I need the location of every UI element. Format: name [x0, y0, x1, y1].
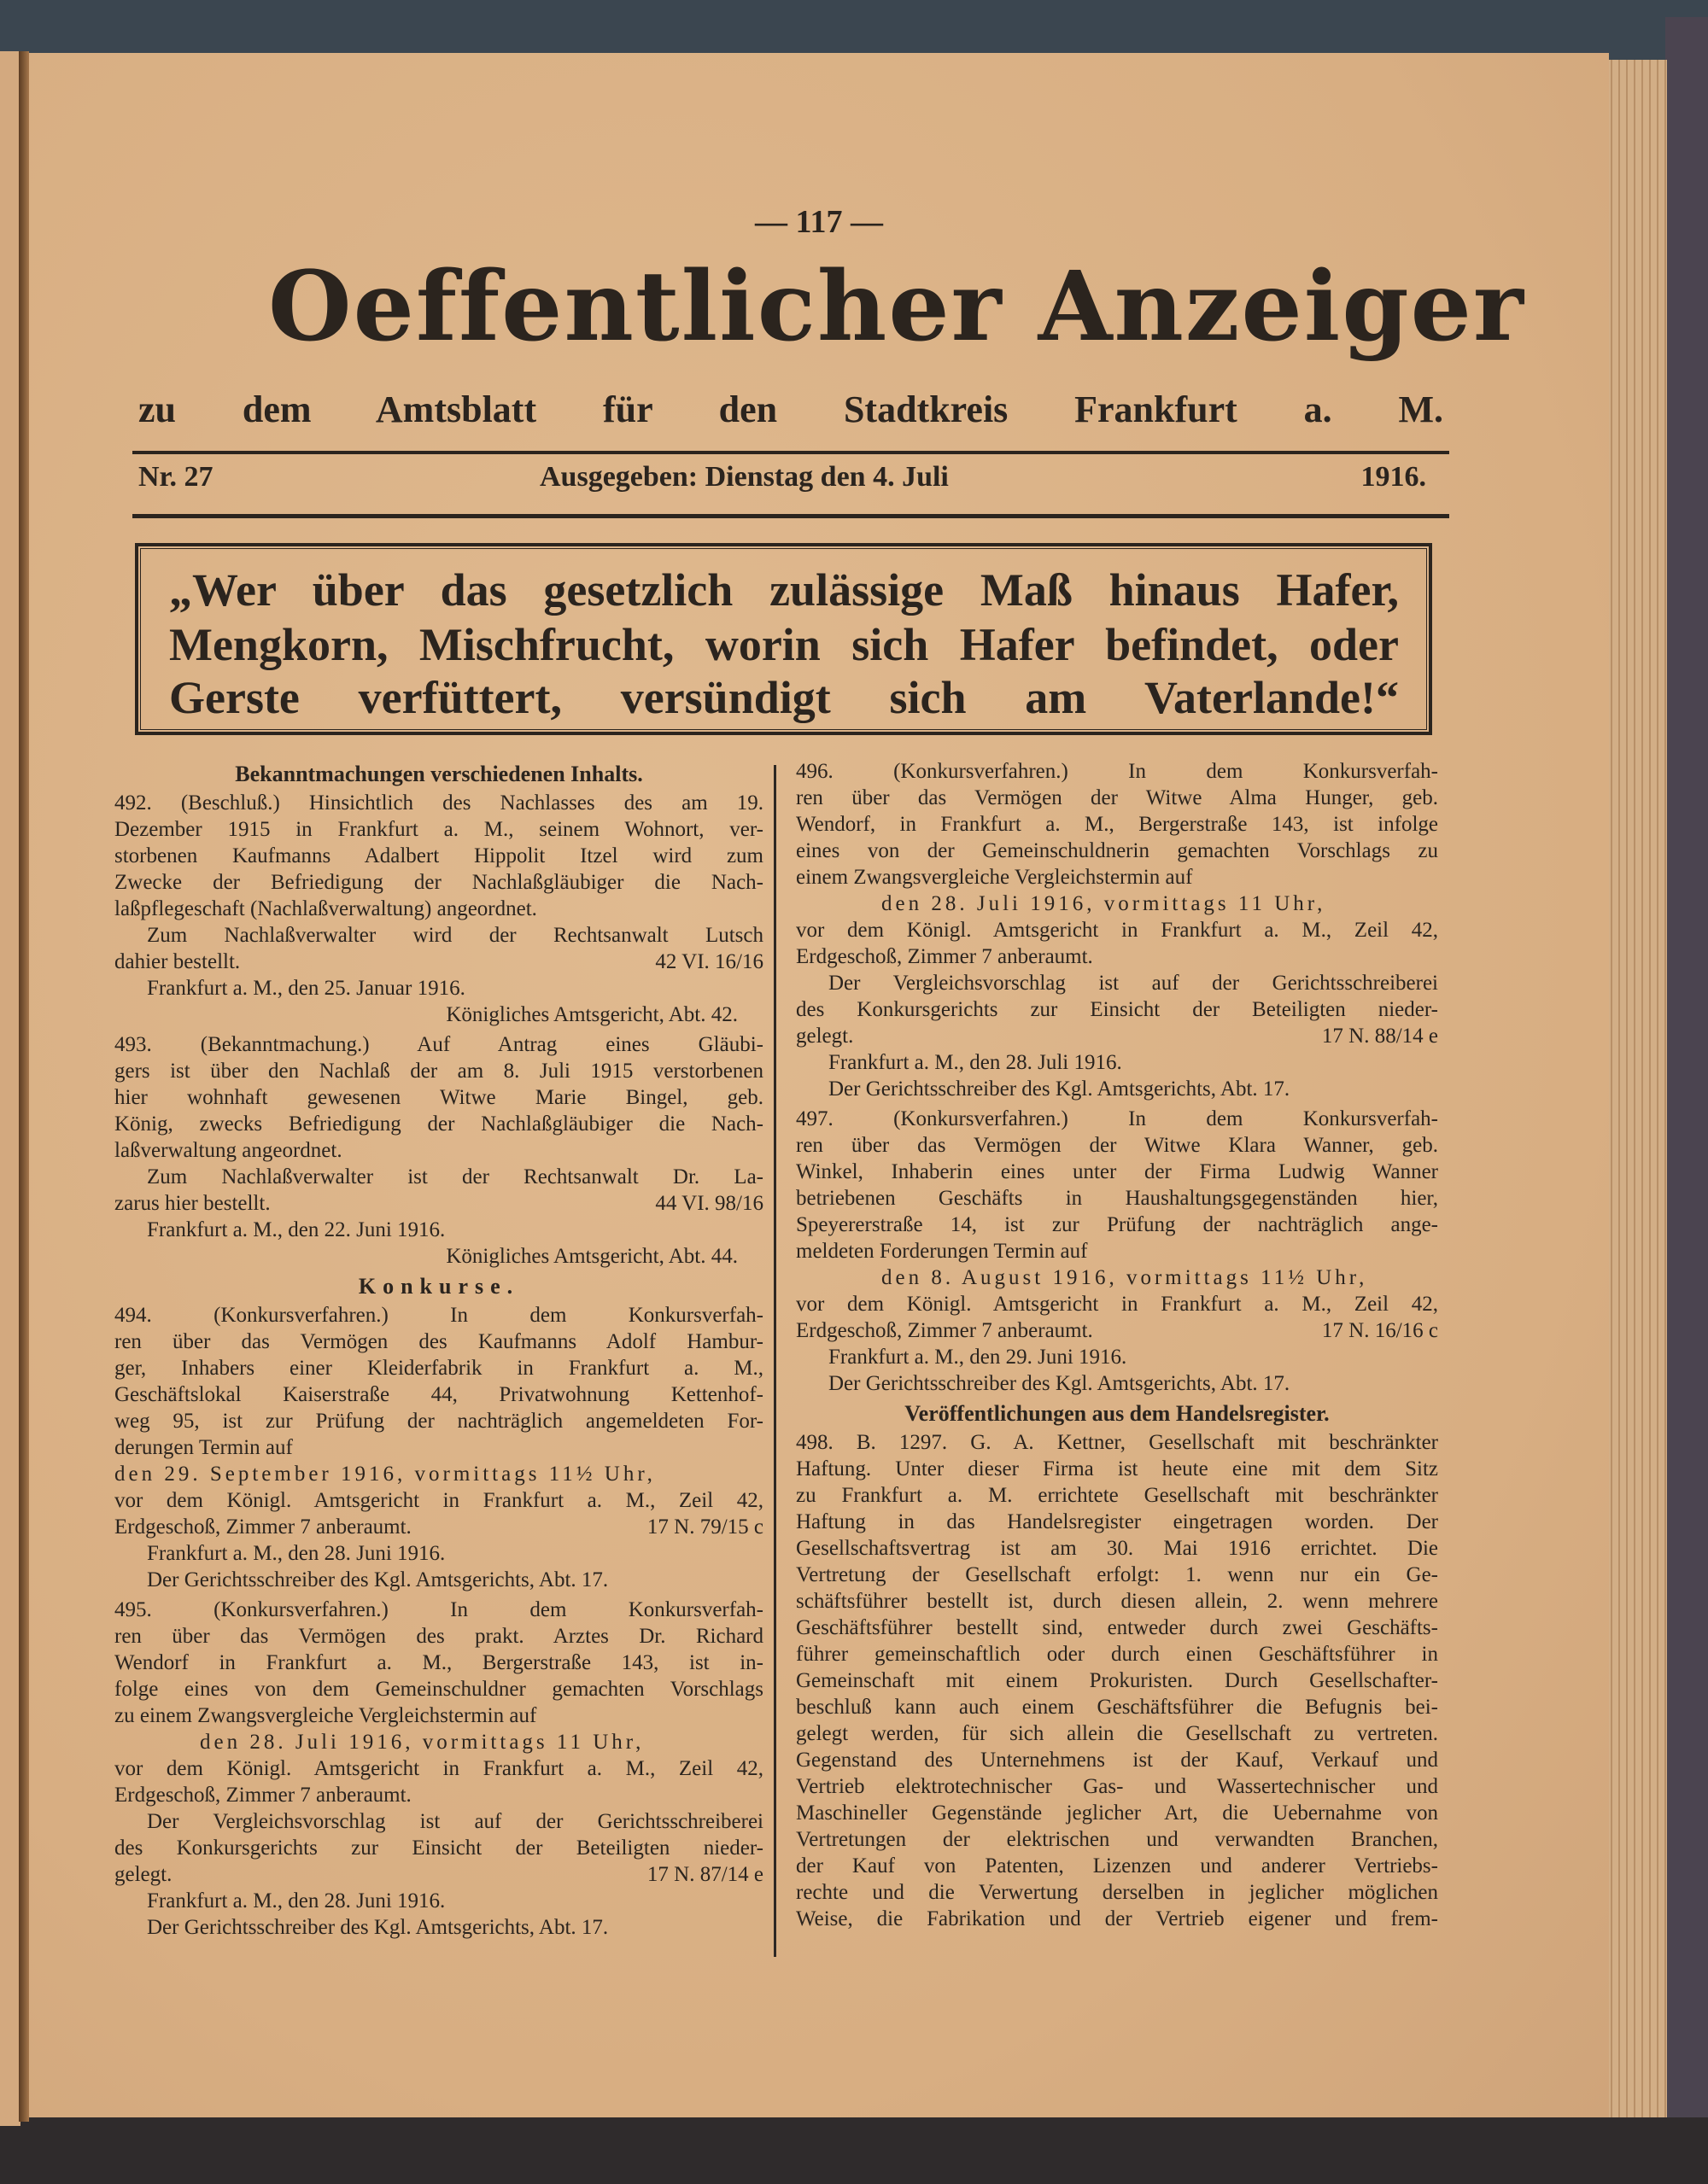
line-text: den 28. Juli 1916, vormittags 11 Uhr,	[200, 1731, 645, 1754]
line-text: Gegenstand des Unternehmens ist der Kauf, Verkauf und	[796, 1749, 1438, 1772]
file-reference: 17 N. 87/14 e	[646, 1863, 763, 1886]
line-text: weg 95, ist zur Prüfung der nachträglich angemeldeten For-	[114, 1410, 763, 1433]
text-line	[114, 1084, 763, 1111]
text-line	[114, 1514, 763, 1540]
line-text: dahier bestellt.	[114, 950, 241, 973]
notice-entry	[114, 1597, 763, 1941]
line-text: führer gemeinschaftlich oder durch einen Geschäftsführer in	[796, 1643, 1438, 1666]
text-line	[114, 1137, 763, 1164]
line-text: König, zwecks Befriedigung der Nachlaßgläubiger die Nach-	[114, 1112, 763, 1136]
line-text: Königliches Amtsgericht, Abt. 42.	[446, 1003, 738, 1026]
line-text: zu Frankfurt a. M. errichtete Gesellschaft mit beschränkter	[796, 1484, 1438, 1507]
line-text: ger, Inhabers einer Kleiderfabrik in Frankfurt a. M.,	[114, 1357, 763, 1380]
line-text: Zum Nachlaßverwalter wird der Rechtsanwalt Lutsch	[147, 924, 763, 947]
line-text: Der Gerichtsschreiber des Kgl. Amtsgerichts, Abt. 17.	[147, 1916, 609, 1939]
line-text: Vertretung der Gesellschaft erfolgt: 1. wenn nur ein Ge-	[796, 1563, 1438, 1586]
text-line	[796, 1667, 1438, 1694]
line-text: des Konkursgerichts zur Einsicht der Beteiligten nieder-	[114, 1837, 763, 1860]
line-text: den 29. September 1916, vormittags 11½ Uhr,	[114, 1463, 656, 1486]
line-text: Frankfurt a. M., den 28. Juni 1916.	[147, 1542, 446, 1565]
section-heading: Veröffentlichungen aus dem Handelsregister.	[904, 1401, 1330, 1426]
line-text: Der Vergleichsvorschlag ist auf der Gerichtsschreiberei	[147, 1810, 763, 1833]
text-line	[114, 1302, 763, 1329]
file-reference: 17 N. 16/16 c	[1321, 1319, 1438, 1342]
line-text: Frankfurt a. M., den 29. Juni 1916.	[828, 1346, 1127, 1369]
text-line	[114, 1329, 763, 1355]
line-text: einem Zwangsvergleiche Vergleichstermin auf	[796, 866, 1193, 889]
text-line	[114, 1702, 763, 1729]
line-text: ren über das Vermögen der Witwe Klara Wanner, geb.	[796, 1134, 1438, 1157]
line-text: Wendorf in Frankfurt a. M., Bergerstraße 143, ist in-	[114, 1651, 763, 1674]
text-line	[796, 1317, 1438, 1344]
text-line	[114, 816, 763, 843]
text-line	[114, 1111, 763, 1137]
column-divider	[774, 765, 776, 1957]
text-line	[114, 1914, 763, 1941]
line-text: vor dem Königl. Amtsgericht in Frankfurt a. M., Zeil 42,	[114, 1757, 763, 1780]
text-line	[796, 1588, 1438, 1615]
text-line	[114, 1567, 763, 1593]
text-line	[796, 1826, 1438, 1853]
file-reference: 17 N. 88/14 e	[1321, 1025, 1438, 1048]
text-line	[114, 1164, 763, 1190]
text-line	[796, 1482, 1438, 1509]
text-line	[796, 1106, 1438, 1132]
masthead-title: Oeffentlicher Anzeiger	[268, 251, 1525, 363]
text-line	[796, 1800, 1438, 1826]
text-line	[796, 1456, 1438, 1482]
text-line	[796, 1429, 1438, 1456]
text-line	[796, 785, 1438, 811]
text-line	[114, 1835, 763, 1861]
text-line	[114, 975, 763, 1001]
line-text: ren über das Vermögen der Witwe Alma Hunger, geb.	[796, 786, 1438, 809]
notice-entry	[796, 1429, 1438, 1932]
text-line	[114, 1729, 763, 1755]
text-line	[114, 1540, 763, 1567]
text-line	[796, 1615, 1438, 1641]
text-line	[796, 1370, 1438, 1397]
text-line	[796, 970, 1438, 996]
line-text: den 8. August 1916, vormittags 11½ Uhr,	[881, 1266, 1368, 1289]
text-line	[114, 1001, 763, 1028]
line-text: Frankfurt a. M., den 25. Januar 1916.	[147, 977, 465, 1000]
text-line	[796, 1641, 1438, 1667]
line-text: Erdgeschoß, Zimmer 7 anberaumt.	[114, 1515, 412, 1539]
line-text: laßverwaltung angeordnet.	[114, 1139, 342, 1162]
quote-line: „Wer über das gesetzlich zulässige Maß hinaus Hafer,	[169, 564, 1399, 616]
left-column	[114, 758, 763, 1944]
text-line	[796, 1132, 1438, 1159]
text-line	[114, 949, 763, 975]
file-reference: 42 VI. 16/16	[655, 950, 763, 973]
text-line	[796, 1212, 1438, 1238]
quote-line: Mengkorn, Mischfrucht, worin sich Hafer befindet, oder	[169, 619, 1399, 670]
line-text: Gesellschaftsvertrag ist am 30. Mai 1916 errichtet. Die	[796, 1537, 1438, 1560]
line-text: folge eines von dem Gemeinschuldner gemachten Vorschlags	[114, 1678, 763, 1701]
line-text: Geschäftslokal Kaiserstraße 44, Privatwohnung Kettenhof-	[114, 1383, 763, 1406]
text-line	[796, 1906, 1438, 1932]
section-heading: Konkurse.	[358, 1274, 520, 1299]
text-line	[114, 1461, 763, 1487]
text-line	[796, 996, 1438, 1023]
text-line	[796, 1185, 1438, 1212]
text-line	[796, 917, 1438, 943]
file-reference: 17 N. 79/15 c	[646, 1515, 763, 1539]
line-text: Speyererstraße 14, ist zur Prüfung der nachträglich ange-	[796, 1213, 1438, 1236]
line-text: gelegt.	[114, 1863, 173, 1886]
text-line	[796, 1264, 1438, 1291]
line-text: gelegt.	[796, 1025, 854, 1048]
header-rule-top	[132, 451, 1449, 454]
line-text: Wendorf, in Frankfurt a. M., Bergerstraße 143, ist infolge	[796, 813, 1438, 836]
line-text: den 28. Juli 1916, vormittags 11 Uhr,	[881, 892, 1326, 915]
text-line	[796, 758, 1438, 785]
previous-page-edge	[0, 51, 20, 2126]
text-line	[796, 1535, 1438, 1562]
line-text: derungen Termin auf	[114, 1436, 293, 1459]
line-text: Der Gerichtsschreiber des Kgl. Amtsgerichts, Abt. 17.	[147, 1568, 609, 1591]
text-line	[114, 1888, 763, 1914]
line-text: betriebenen Geschäfts in Haushaltungsgegenständen hier,	[796, 1187, 1438, 1210]
line-text: Haftung. Unter dieser Firma ist heute eine mit dem Sitz	[796, 1457, 1438, 1480]
text-line	[114, 1434, 763, 1461]
line-text: gers ist über den Nachlaß der am 8. Juli 1915 verstorbenen	[114, 1060, 763, 1083]
text-line	[796, 1049, 1438, 1076]
issue-date: Ausgegeben: Dienstag den 4. Juli	[540, 461, 949, 493]
quote-box	[135, 543, 1432, 735]
notice-entry	[114, 790, 763, 1028]
line-text: Erdgeschoß, Zimmer 7 anberaumt.	[796, 945, 1093, 968]
line-text: ren über das Vermögen des prakt. Arztes Dr. Richard	[114, 1625, 763, 1648]
text-line	[796, 1344, 1438, 1370]
text-line	[114, 1861, 763, 1888]
line-text: vor dem Königl. Amtsgericht in Frankfurt a. M., Zeil 42,	[114, 1489, 763, 1512]
notice-entry	[114, 1302, 763, 1593]
line-text: zarus hier bestellt.	[114, 1192, 271, 1215]
text-line	[114, 790, 763, 816]
line-text: beschluß kann auch einem Geschäftsführer die Befugnis bei-	[796, 1696, 1438, 1719]
text-line	[114, 1217, 763, 1243]
quote-line: Gerste verfüttert, versündigt sich am Vaterlande!“	[169, 672, 1399, 723]
line-text: des Konkursgerichts zur Einsicht der Beteiligten nieder-	[796, 998, 1438, 1021]
text-line	[114, 896, 763, 922]
text-line	[114, 1408, 763, 1434]
book-gutter	[19, 51, 29, 2122]
line-text: vor dem Königl. Amtsgericht in Frankfurt a. M., Zeil 42,	[796, 1293, 1438, 1316]
line-text: 496. (Konkursverfahren.) In dem Konkursverfah-	[796, 760, 1438, 783]
text-line	[796, 943, 1438, 970]
text-line	[114, 843, 763, 869]
line-text: Der Vergleichsvorschlag ist auf der Gerichtsschreiberei	[828, 972, 1438, 995]
issue-info-row	[138, 461, 1443, 504]
text-line	[114, 1243, 763, 1270]
line-text: Der Gerichtsschreiber des Kgl. Amtsgerichts, Abt. 17.	[828, 1372, 1290, 1395]
text-line	[796, 1694, 1438, 1720]
line-text: 495. (Konkursverfahren.) In dem Konkursverfah-	[114, 1598, 763, 1621]
line-text: 494. (Konkursverfahren.) In dem Konkursverfah-	[114, 1304, 763, 1327]
line-text: Dezember 1915 in Frankfurt a. M., seinem Wohnort, ver-	[114, 818, 763, 841]
line-text: rechte und die Verwertung derselben in jeglicher möglichen	[796, 1881, 1438, 1904]
line-text: ren über das Vermögen des Kaufmanns Adolf Hambur-	[114, 1330, 763, 1353]
notice-entry	[114, 1031, 763, 1270]
notice-entry	[796, 758, 1438, 1102]
line-text: 492. (Beschluß.) Hinsichtlich des Nachlasses des am 19.	[114, 791, 763, 815]
text-line	[114, 1808, 763, 1835]
masthead-subtitle: zu dem Amtsblatt für den Stadtkreis Frankfurt a. M.	[138, 388, 1443, 430]
line-text: Maschineller Gegenstände jeglicher Art, die Uebernahme von	[796, 1802, 1438, 1825]
line-text: Frankfurt a. M., den 28. Juli 1916.	[828, 1051, 1122, 1074]
text-line	[796, 1747, 1438, 1773]
newspaper-page	[29, 53, 1609, 2117]
issue-number: Nr. 27	[138, 461, 214, 493]
line-text: Der Gerichtsschreiber des Kgl. Amtsgerichts, Abt. 17.	[828, 1077, 1290, 1101]
issue-year: 1916.	[1360, 461, 1426, 493]
text-line	[114, 1755, 763, 1782]
text-line	[796, 1159, 1438, 1185]
notice-entry	[796, 1106, 1438, 1397]
text-line	[114, 1650, 763, 1676]
line-text: Haftung in das Handelsregister eingetragen worden. Der	[796, 1510, 1438, 1533]
section-heading: Bekanntmachungen verschiedenen Inhalts.	[235, 762, 643, 786]
text-line	[114, 1058, 763, 1084]
line-text: Zum Nachlaßverwalter ist der Rechtsanwalt Dr. La-	[147, 1165, 763, 1188]
line-text: storbenen Kaufmanns Adalbert Hippolit Itzel wird zum	[114, 844, 763, 867]
text-line	[796, 1853, 1438, 1879]
line-text: Erdgeschoß, Zimmer 7 anberaumt.	[114, 1784, 412, 1807]
text-line	[796, 1720, 1438, 1747]
text-line	[114, 1031, 763, 1058]
line-text: eines von der Gemeinschuldnerin gemachten Vorschlags zu	[796, 839, 1438, 862]
line-text: Vertretungen der elektrischen und verwandten Branchen,	[796, 1828, 1438, 1851]
text-line	[114, 1487, 763, 1514]
text-line	[796, 1023, 1438, 1049]
line-text: Gemeinschaft mit einem Prokuristen. Durch Gesellschafter-	[796, 1669, 1438, 1692]
text-line	[114, 1190, 763, 1217]
book-cover-bottom	[0, 2117, 1708, 2184]
line-text: Frankfurt a. M., den 28. Juni 1916.	[147, 1889, 446, 1912]
line-text: 493. (Bekanntmachung.) Auf Antrag eines Gläubi-	[114, 1033, 763, 1056]
page-number: — 117 —	[755, 204, 883, 240]
line-text: Geschäftsführer bestellt sind, entweder durch zwei Geschäfts-	[796, 1616, 1438, 1639]
header-rule-bottom	[132, 514, 1449, 518]
line-text: Frankfurt a. M., den 22. Juni 1916.	[147, 1218, 446, 1241]
book-cover-top	[0, 0, 1708, 60]
line-text: meldeten Forderungen Termin auf	[796, 1240, 1088, 1263]
line-text: Vertrieb elektrotechnischer Gas- und Wassertechnischer und	[796, 1775, 1438, 1798]
text-line	[796, 1879, 1438, 1906]
line-text: Zwecke der Befriedigung der Nachlaßgläubiger die Nach-	[114, 871, 763, 894]
line-text: vor dem Königl. Amtsgericht in Frankfurt a. M., Zeil 42,	[796, 919, 1438, 942]
line-text: der Kauf von Patenten, Lizenzen und anderer Vertriebs-	[796, 1854, 1438, 1877]
text-line	[796, 864, 1438, 891]
text-line	[114, 869, 763, 896]
line-text: 498. B. 1297. G. A. Kettner, Gesellschaft mit beschränkter	[796, 1431, 1438, 1454]
text-line	[114, 1676, 763, 1702]
line-text: gelegt werden, für sich allein die Gesellschaft zu vertreten.	[796, 1722, 1438, 1745]
line-text: Erdgeschoß, Zimmer 7 anberaumt.	[796, 1319, 1093, 1342]
line-text: Winkel, Inhaberin eines unter der Firma Ludwig Wanner	[796, 1160, 1438, 1183]
text-line	[114, 1623, 763, 1650]
line-text: laßpflegeschaft (Nachlaßverwaltung) angeordnet.	[114, 897, 537, 920]
text-line	[796, 1562, 1438, 1588]
line-text: Königliches Amtsgericht, Abt. 44.	[446, 1245, 738, 1268]
text-line	[114, 1381, 763, 1408]
text-line	[114, 1782, 763, 1808]
text-line	[796, 1773, 1438, 1800]
text-line	[114, 922, 763, 949]
text-line	[796, 891, 1438, 917]
text-line	[796, 1076, 1438, 1102]
text-line	[796, 1238, 1438, 1264]
text-line	[114, 1355, 763, 1381]
text-line	[796, 1509, 1438, 1535]
line-text: zu einem Zwangsvergleiche Vergleichstermin auf	[114, 1704, 537, 1727]
line-text: Weise, die Fabrikation und der Vertrieb eigener und frem-	[796, 1907, 1438, 1930]
line-text: hier wohnhaft gewesenen Witwe Marie Bingel, geb.	[114, 1086, 763, 1109]
text-line	[114, 1597, 763, 1623]
line-text: schäftsführer bestellt ist, durch diesen allein, 2. wenn mehrere	[796, 1590, 1438, 1613]
text-line	[796, 838, 1438, 864]
text-line	[796, 1291, 1438, 1317]
line-text: 497. (Konkursverfahren.) In dem Konkursverfah-	[796, 1107, 1438, 1130]
book-cover-right	[1665, 17, 1708, 2184]
right-column	[796, 758, 1438, 1936]
file-reference: 44 VI. 98/16	[655, 1192, 763, 1215]
text-line	[796, 811, 1438, 838]
